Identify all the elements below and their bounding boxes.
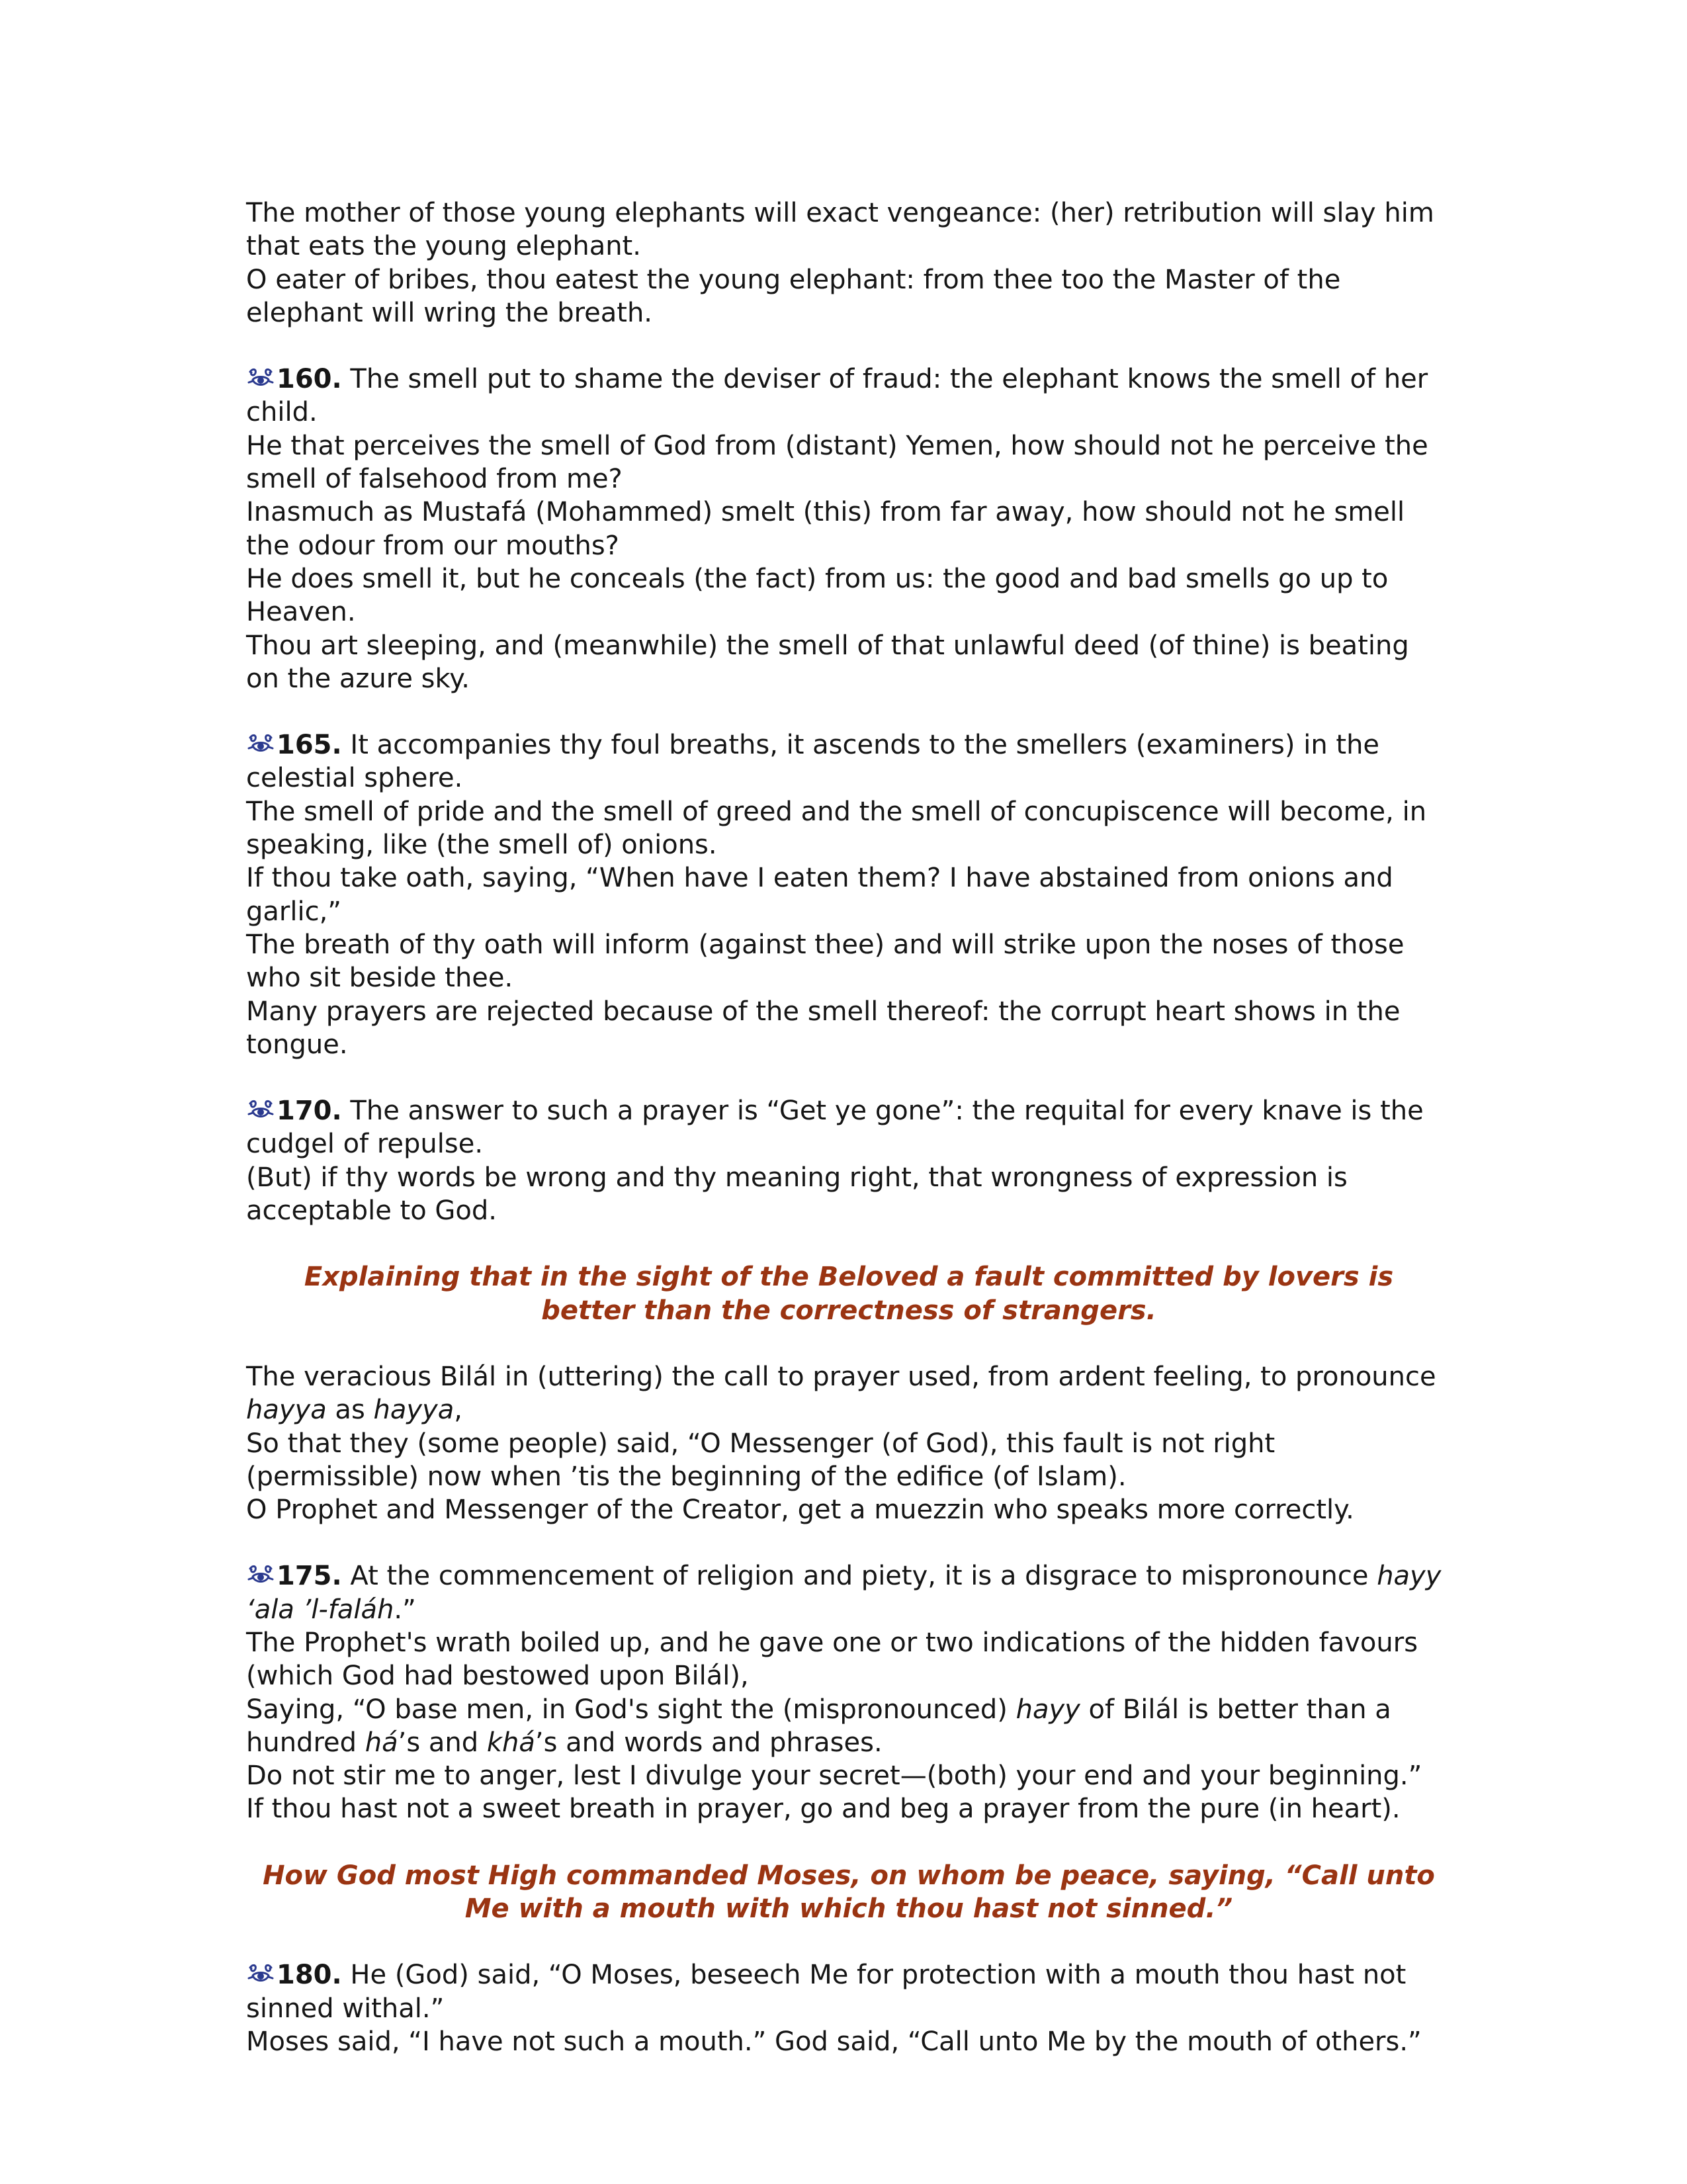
text-run: as xyxy=(326,1395,374,1426)
section-heading: How God most High commanded Moses, on whom be peace, saying, “Call unto Me with a mouth with which thou hast not sinned.” xyxy=(263,1860,1435,1925)
text-run: At the commencement of religion and piety, it is a disgrace to mispronounce xyxy=(341,1561,1377,1592)
verse-text: He (God) said, “O Moses, beseech Me for protection with a mouth thou hast not sinned withal.” xyxy=(246,1960,1406,2024)
verse-text: (But) if thy words be wrong and thy meaning right, that wrongness of expression is acceptable to God. xyxy=(246,1162,1348,1227)
verse-text: O Prophet and Messenger of the Creator, get a muezzin who speaks more correctly. xyxy=(246,1495,1354,1526)
verse-text: The smell of pride and the smell of greed and the smell of concupiscence will become, in speaking, like (the smell of) onions. xyxy=(246,796,1427,861)
italic-term: khá xyxy=(486,1727,535,1758)
verse-paragraph xyxy=(246,1958,1445,2058)
verse-text: Thou art sleeping, and (meanwhile) the smell of that unlawful deed (of thine) is beating on the azure sky. xyxy=(246,630,1409,694)
verse-line xyxy=(246,562,1445,629)
verse-text: Inasmuch as Mustafá (Mohammed) smelt (this) from far away, how should not he smell the odour from our mouths? xyxy=(246,497,1405,561)
text-run: ’s and xyxy=(398,1727,487,1758)
verse-text: Do not stir me to anger, lest I divulge your secret—(both) your end and your beginning.” xyxy=(246,1761,1422,1792)
verse-line xyxy=(246,1792,1445,1825)
verse-line xyxy=(246,928,1445,995)
verse-line xyxy=(246,1094,1445,1161)
verse-text: If thou take oath, saying, “When have I eaten them? I have abstained from onions and garlic,” xyxy=(246,863,1393,927)
verse-line xyxy=(246,1493,1445,1526)
verse-paragraph xyxy=(246,197,1445,329)
verse-paragraph xyxy=(246,1360,1445,1526)
verse-marker-icon xyxy=(246,1961,275,1985)
verse-text: If thou hast not a sweet breath in prayer, go and beg a prayer from the pure (in heart). xyxy=(246,1794,1401,1825)
verse-text: It accompanies thy foul breaths, it ascends to the smellers (examiners) in the celestial sphere. xyxy=(246,730,1380,794)
verse-text: So that they (some people) said, “O Messenger (of God), this fault is not right (permissible) now when ’tis the beginning of the edifice (of Islam). xyxy=(246,1428,1276,1492)
verse-number: 175. xyxy=(277,1561,342,1592)
verse-number: 165. xyxy=(277,730,342,761)
verse-line xyxy=(246,629,1445,696)
document-page xyxy=(246,197,1445,2091)
verse-line xyxy=(246,1559,1445,1626)
verse-marker-icon xyxy=(246,1562,275,1586)
verse-marker-icon xyxy=(246,365,275,389)
verse-paragraph xyxy=(246,1559,1445,1825)
verse-line xyxy=(246,263,1445,330)
verse-text: Moses said, “I have not such a mouth.” God said, “Call unto Me by the mouth of others.” xyxy=(246,2026,1422,2057)
text-run: ’s and words and phrases. xyxy=(535,1727,883,1758)
verse-line xyxy=(246,363,1445,429)
verse-paragraph xyxy=(246,363,1445,695)
verse-line xyxy=(246,496,1445,562)
verse-text: The Prophet's wrath boiled up, and he gave one or two indications of the hidden favours (which God had bestowed upon Bilál), xyxy=(246,1627,1418,1692)
verse-line xyxy=(246,1626,1445,1693)
verse-paragraph xyxy=(246,728,1445,1061)
text-run: of Bilál is better than a hundred xyxy=(246,1694,1391,1758)
verse-text: The smell put to shame the deviser of fraud: the elephant knows the smell of her child. xyxy=(246,364,1428,428)
verse-line xyxy=(246,1161,1445,1228)
italic-term: hayy xyxy=(1016,1694,1080,1725)
text-run: Saying, “O base men, in God's sight the (mispronounced) xyxy=(246,1694,1016,1725)
text-run: .” xyxy=(394,1594,416,1625)
verse-line xyxy=(246,861,1445,928)
verse-text: He does smell it, but he conceals (the fact) from us: the good and bad smells go up to Heaven. xyxy=(246,563,1389,628)
verse-line xyxy=(246,1427,1445,1494)
text-run: The veracious Bilál in (uttering) the call to prayer used, from ardent feeling, to pronounce xyxy=(246,1361,1436,1392)
verse-line xyxy=(246,197,1445,263)
verse-text: He that perceives the smell of God from (distant) Yemen, how should not he perceive the smell of falsehood from me? xyxy=(246,430,1428,495)
verse-marker-icon xyxy=(246,1097,275,1121)
verse-text: O eater of bribes, thou eatest the young elephant: from thee too the Master of the elephant will wring the breath. xyxy=(246,264,1341,328)
verse-text: The mother of those young elephants will exact vengeance: (her) retribution will slay him that eats the young elephant. xyxy=(246,198,1434,262)
verse-line xyxy=(246,1958,1445,2025)
verse-line xyxy=(246,1759,1445,1792)
verse-paragraph xyxy=(246,1094,1445,1227)
text-run: , xyxy=(454,1395,462,1426)
verse-line xyxy=(246,1693,1445,1760)
verse-line xyxy=(246,2025,1445,2058)
verse-line xyxy=(246,795,1445,862)
italic-term: hayya xyxy=(373,1395,454,1426)
verse-line xyxy=(246,995,1445,1062)
italic-term: hayya xyxy=(246,1395,327,1426)
verse-marker-icon xyxy=(246,731,275,755)
verse-number: 180. xyxy=(277,1960,342,1991)
verse-line xyxy=(246,728,1445,795)
verse-line xyxy=(246,429,1445,496)
verse-text: The breath of thy oath will inform (against thee) and will strike upon the noses of those who sit beside thee. xyxy=(246,929,1405,994)
italic-term: há xyxy=(365,1727,398,1758)
verse-number: 160. xyxy=(277,364,342,395)
verse-line xyxy=(246,1360,1445,1427)
verse-text: The answer to such a prayer is “Get ye gone”: the requital for every knave is the cudgel of repulse. xyxy=(246,1096,1424,1160)
verse-number: 170. xyxy=(277,1096,342,1127)
section-heading: Explaining that in the sight of the Beloved a fault committed by lovers is better than the correctness of strangers. xyxy=(304,1262,1394,1326)
verse-text: Many prayers are rejected because of the smell thereof: the corrupt heart shows in the tongue. xyxy=(246,996,1401,1060)
italic-term: hayy ‘ala ’l-faláh xyxy=(246,1561,1442,1625)
